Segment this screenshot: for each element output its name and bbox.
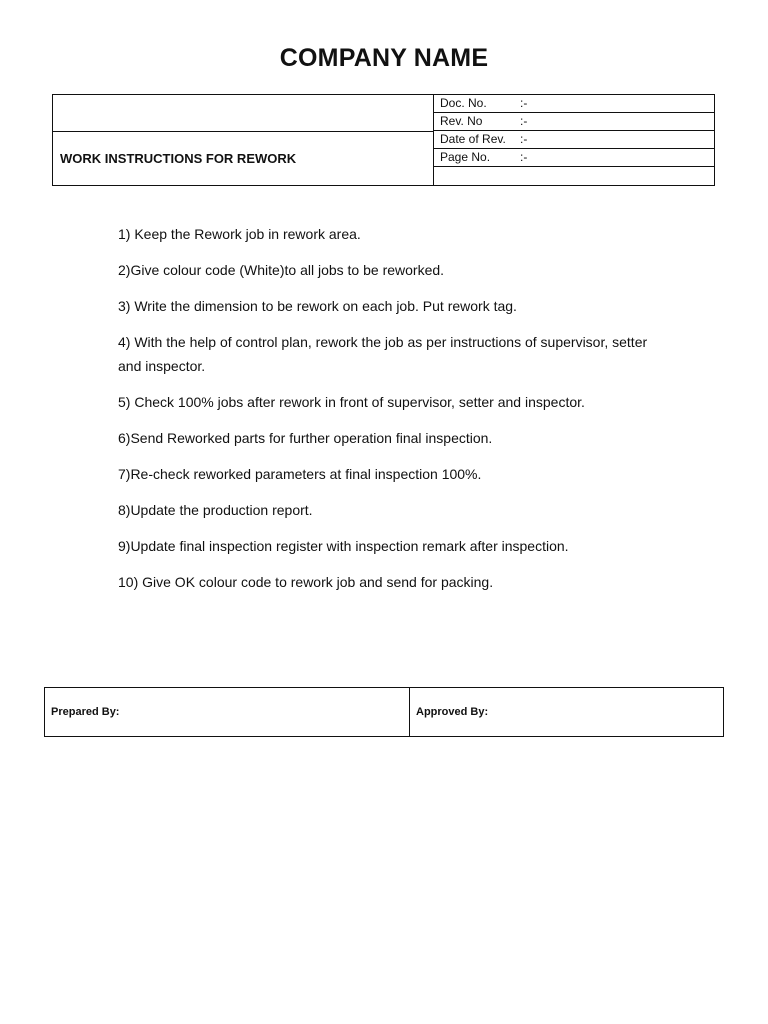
instruction-item: 1) Keep the Rework job in rework area. — [118, 226, 361, 242]
meta-label-rev-no: Rev. No — [440, 114, 483, 128]
signature-table — [44, 687, 724, 737]
meta-row-date-of-rev — [434, 131, 714, 149]
meta-value-page-no: :- — [520, 150, 528, 164]
instruction-item: 5) Check 100% jobs after rework in front of supervisor, setter and inspector. — [118, 394, 585, 410]
instruction-item: 3) Write the dimension to be rework on each job. Put rework tag. — [118, 298, 517, 314]
meta-label-page-no: Page No. — [440, 150, 491, 164]
document-meta — [434, 95, 714, 185]
instruction-item: 10) Give OK colour code to rework job and send for packing. — [118, 574, 494, 590]
document-header-table — [52, 94, 715, 186]
instruction-item: 7)Re-check reworked parameters at final inspection 100%. — [118, 466, 482, 482]
instruction-item: 9)Update final inspection register with inspection remark after inspection. — [118, 538, 569, 554]
meta-value-rev-no: :- — [520, 114, 528, 128]
meta-row-page-no — [434, 149, 714, 167]
instruction-item: 4) With the help of control plan, rework the job as per instructions of supervisor, setter and inspector. — [118, 334, 648, 374]
meta-row-rev-no — [434, 113, 714, 131]
meta-label-date-of-rev: Date of Rev. — [440, 132, 506, 146]
meta-row-doc-no — [434, 95, 714, 113]
meta-label-doc-no: Doc. No. — [440, 96, 487, 110]
title-cell — [53, 95, 434, 185]
approved-by-field: Approved By: — [416, 706, 489, 718]
title-cell-divider — [53, 131, 433, 132]
document-title: WORK INSTRUCTIONS FOR REWORK — [60, 151, 297, 166]
meta-value-doc-no: :- — [520, 96, 528, 110]
meta-value-date-of-rev: :- — [520, 132, 528, 146]
instruction-item: 2)Give colour code (White)to all jobs to be reworked. — [118, 262, 445, 278]
company-name: COMPANY NAME — [279, 44, 489, 72]
instruction-list — [118, 222, 658, 606]
prepared-by-field: Prepared By: — [45, 688, 410, 736]
instruction-item: 6)Send Reworked parts for further operation final inspection. — [118, 430, 493, 446]
instruction-item: 8)Update the production report. — [118, 502, 313, 518]
